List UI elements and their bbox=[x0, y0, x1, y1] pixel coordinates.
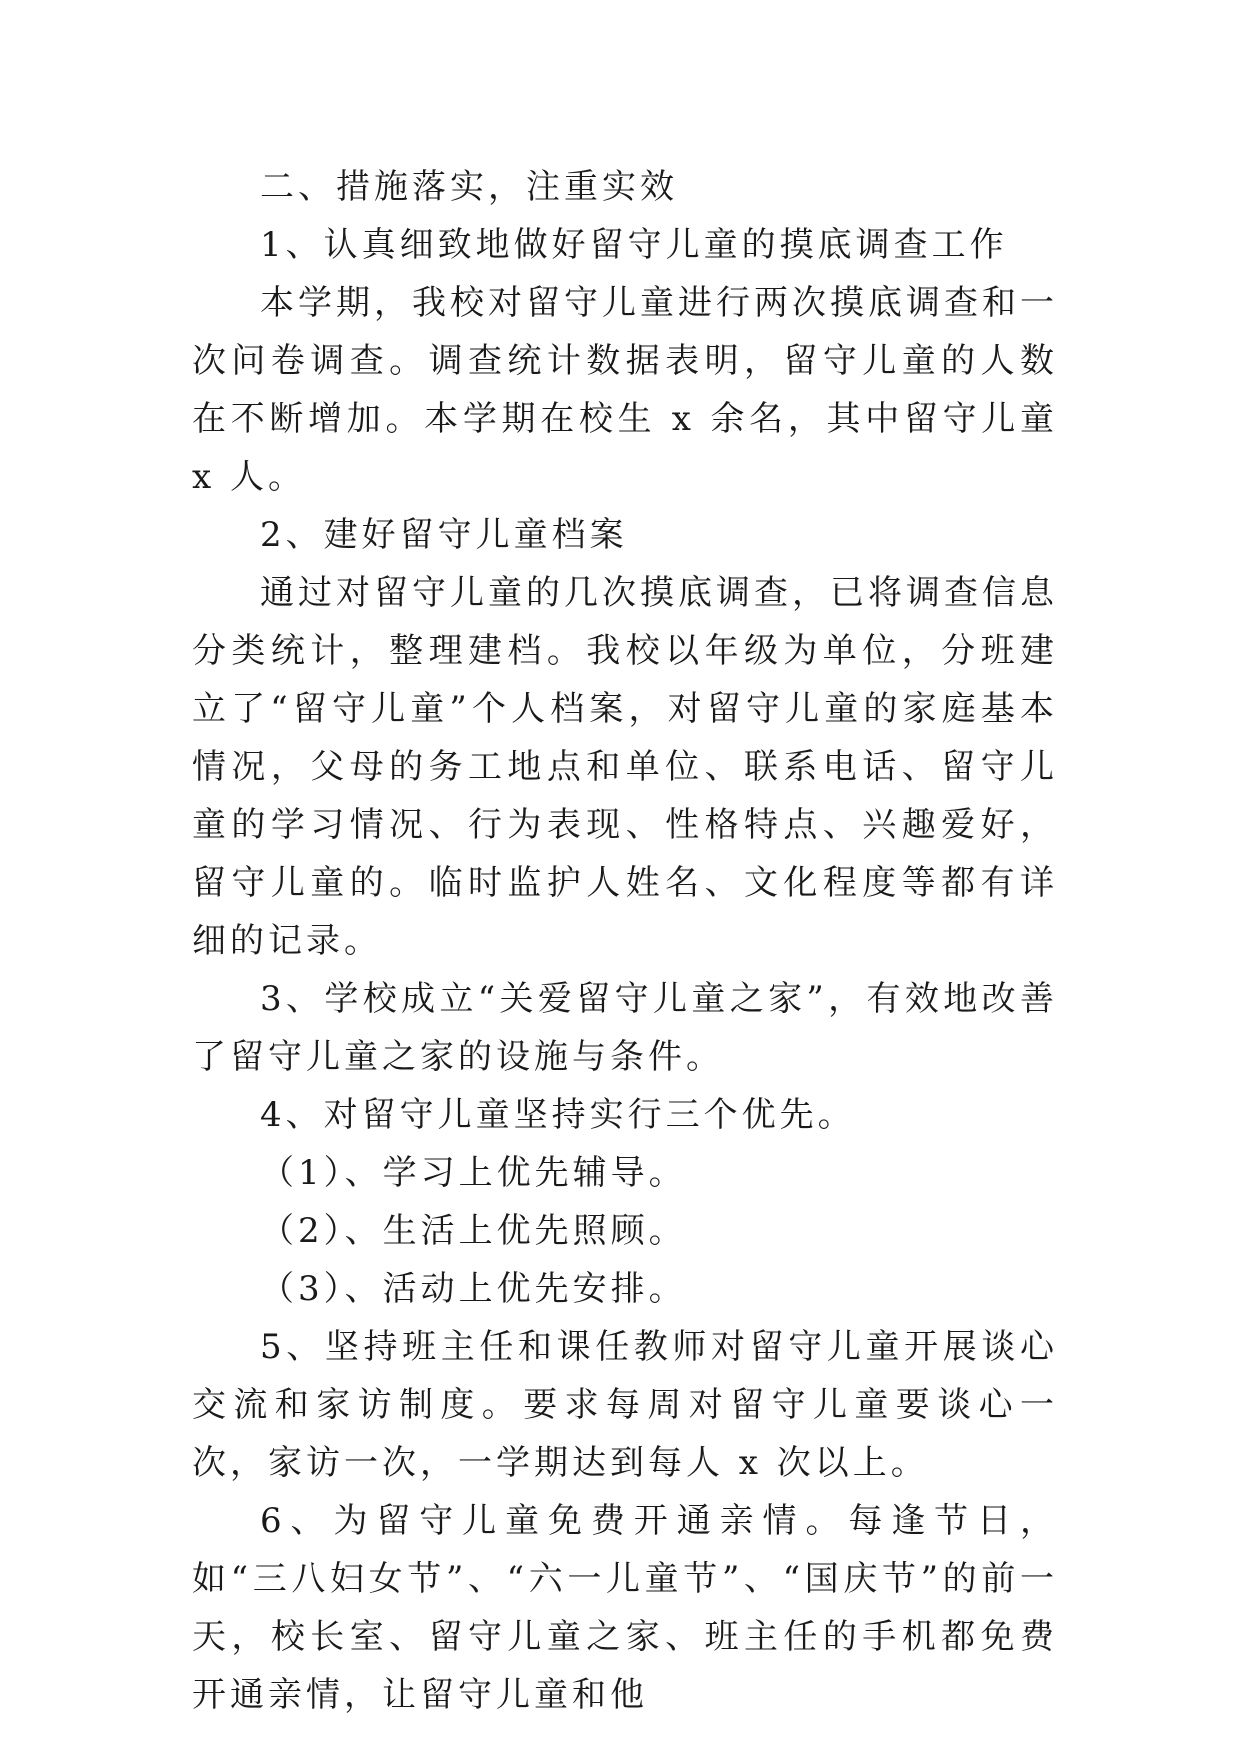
section-heading: 二、措施落实，注重实效 bbox=[260, 167, 678, 207]
paragraph-survey: 本学期，我校对留守儿童进行两次摸底调查和一次问卷调查。调查统计数据表明，留守儿童的人数在不断增加。本学期在校生 x 余名，其中留守儿童 x 人。 bbox=[192, 283, 1058, 497]
list-item-2: （2）、生活上优先照顾。 bbox=[260, 1211, 687, 1251]
paragraph-3: 3、学校成立“关爱留守儿童之家”，有效地改善了留守儿童之家的设施与条件。 bbox=[192, 979, 1058, 1077]
paragraph-5: 5、坚持班主任和课任教师对留守儿童开展谈心交流和家访制度。要求每周对留守儿童要谈心一次，家访一次，一学期达到每人 x 次以上。 bbox=[192, 1327, 1058, 1483]
paragraph-4: 4、对留守儿童坚持实行三个优先。 bbox=[260, 1095, 856, 1135]
subheading-2: 2、建好留守儿童档案 bbox=[260, 515, 628, 555]
list-item-1: （1）、学习上优先辅导。 bbox=[260, 1153, 687, 1193]
list-item-3: （3）、活动上优先安排。 bbox=[260, 1269, 687, 1309]
document-body bbox=[192, 158, 1058, 1724]
paragraph-6: 6、为留守儿童免费开通亲情。每逢节日，如“三八妇女节”、“六一儿童节”、“国庆节”的前一天，校长室、留守儿童之家、班主任的手机都免费开通亲情，让留守儿童和他 bbox=[192, 1501, 1058, 1715]
paragraph-archives: 通过对留守儿童的几次摸底调查，已将调查信息分类统计，整理建档。我校以年级为单位，分班建立了“留守儿童”个人档案，对留守儿童的家庭基本情况，父母的务工地点和单位、联系电话、留守儿童的学习情况、行为表现、性格特点、兴趣爱好，留守儿童的。临时监护人姓名、文化程度等都有详细的记录。 bbox=[192, 573, 1058, 961]
subheading-1: 1、认真细致地做好留守儿童的摸底调查工作 bbox=[260, 225, 1008, 265]
